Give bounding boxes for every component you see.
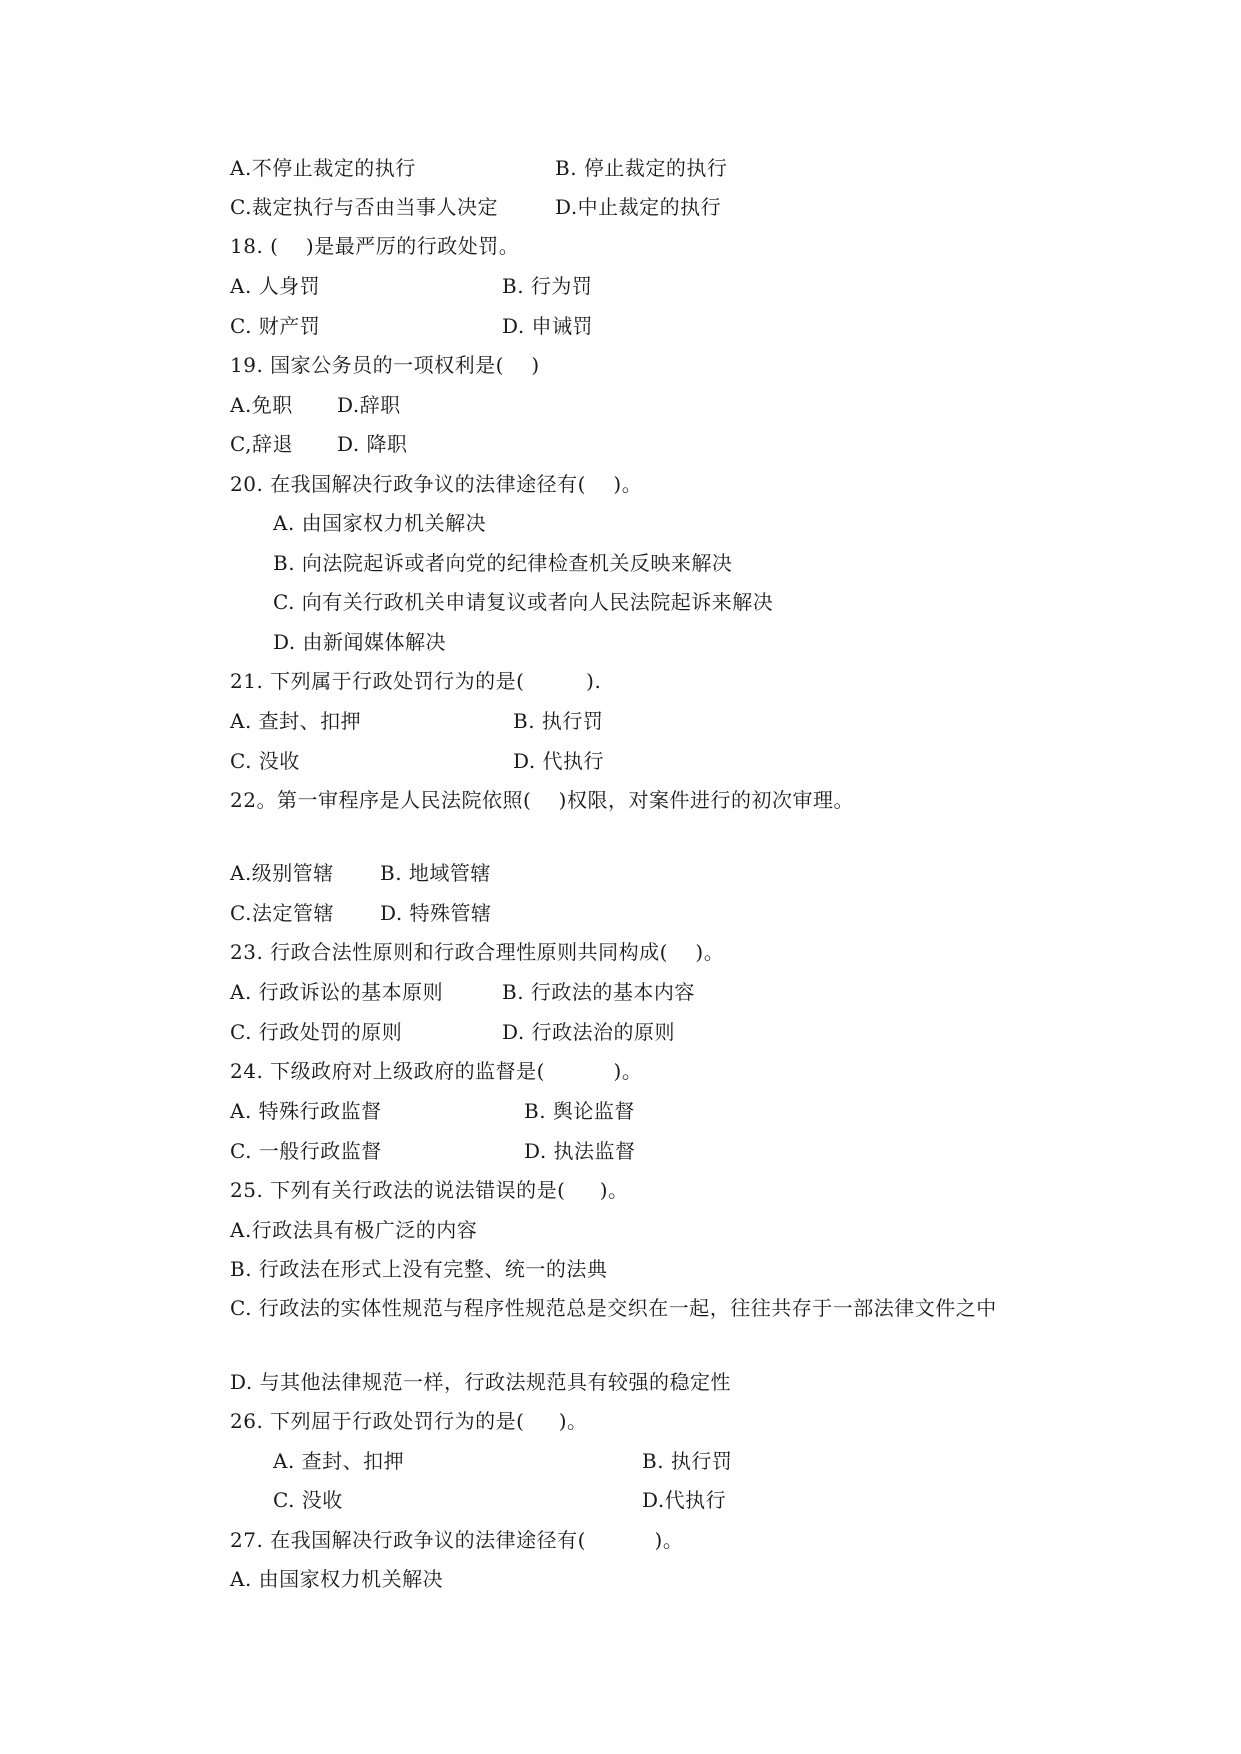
q27-option-a: A. 由国家权力机关解决 [230,1567,444,1591]
q21-option-a: A. 查封、扣押 [230,709,362,733]
q25-option-d: D. 与其他法律规范一样，行政法规范具有较强的稳定性 [230,1370,732,1394]
q19-option-b: D.辞职 [337,393,401,417]
q20-option-d: D. 由新闻媒体解决 [273,630,447,654]
q23-option-b: B. 行政法的基本内容 [502,980,695,1004]
q23-stem: 23. 行政合法性原则和行政合理性原则共同构成( )。 [230,940,725,964]
q24-option-b: B. 舆论监督 [524,1099,635,1123]
q23-option-c: C. 行政处罚的原则 [230,1020,403,1044]
q19-option-a: A.免职 [230,393,293,417]
q24-option-c: C. 一般行政监督 [230,1139,382,1163]
q22-stem: 22。第一审程序是人民法院依照( )权限，对案件进行的初次审理。 [230,788,854,812]
q18-option-d: D. 申诫罚 [502,314,594,338]
q17-option-b: B. 停止裁定的执行 [555,156,728,180]
q25-option-b: B. 行政法在形式上没有完整、统一的法典 [230,1257,608,1281]
q22-option-a: A.级别管辖 [230,861,334,885]
q25-option-a: A.行政法具有极广泛的内容 [230,1218,478,1242]
q19-option-c: C,辞退 [230,432,293,456]
q27-stem: 27. 在我国解决行政争议的法律途径有( )。 [230,1528,684,1552]
q23-option-a: A. 行政诉讼的基本原则 [230,980,444,1004]
q24-stem: 24. 下级政府对上级政府的监督是( )。 [230,1059,643,1083]
q26-stem: 26. 下列屈于行政处罚行为的是( )。 [230,1409,588,1433]
q21-option-b: B. 执行罚 [513,709,604,733]
q26-option-a: A. 查封、扣押 [273,1449,405,1473]
q19-stem: 19. 国家公务员的一项权利是( ) [230,353,540,377]
q26-option-b: B. 执行罚 [642,1449,733,1473]
q26-option-d: D.代执行 [642,1488,727,1512]
q22-option-b: B. 地域管辖 [380,861,491,885]
q18-option-c: C. 财产罚 [230,314,321,338]
q19-option-d: D. 降职 [337,432,408,456]
q21-option-c: C. 没收 [230,749,300,773]
q25-option-c: C. 行政法的实体性规范与程序性规范总是交织在一起，往往共存于一部法律文件之中 [230,1296,997,1320]
q21-option-d: D. 代执行 [513,749,605,773]
q18-option-a: A. 人身罚 [230,274,321,298]
q23-option-d: D. 行政法治的原则 [502,1020,676,1044]
q24-option-a: A. 特殊行政监督 [230,1099,382,1123]
q25-stem: 25. 下列有关行政法的说法错误的是( )。 [230,1178,629,1202]
q24-option-d: D. 执法监督 [524,1139,636,1163]
q17-option-d: D.中止裁定的执行 [555,195,722,219]
q26-option-c: C. 没收 [273,1488,343,1512]
q20-option-c: C. 向有关行政机关申请复议或者向人民法院起诉来解决 [273,590,774,614]
q20-stem: 20. 在我国解决行政争议的法律途径有( )。 [230,472,643,496]
q17-option-c: C.裁定执行与否由当事人决定 [230,195,498,219]
q20-option-a: A. 由国家权力机关解决 [273,511,487,535]
q20-option-b: B. 向法院起诉或者向党的纪律检查机关反映来解决 [273,551,733,575]
q17-option-a: A.不停止裁定的执行 [230,156,416,180]
q18-stem: 18. ( )是最严厉的行政处罚。 [230,234,520,258]
q18-option-b: B. 行为罚 [502,274,593,298]
q22-option-c: C.法定管辖 [230,901,334,925]
q21-stem: 21. 下列属于行政处罚行为的是( ). [230,669,602,693]
q22-option-d: D. 特殊管辖 [380,901,492,925]
